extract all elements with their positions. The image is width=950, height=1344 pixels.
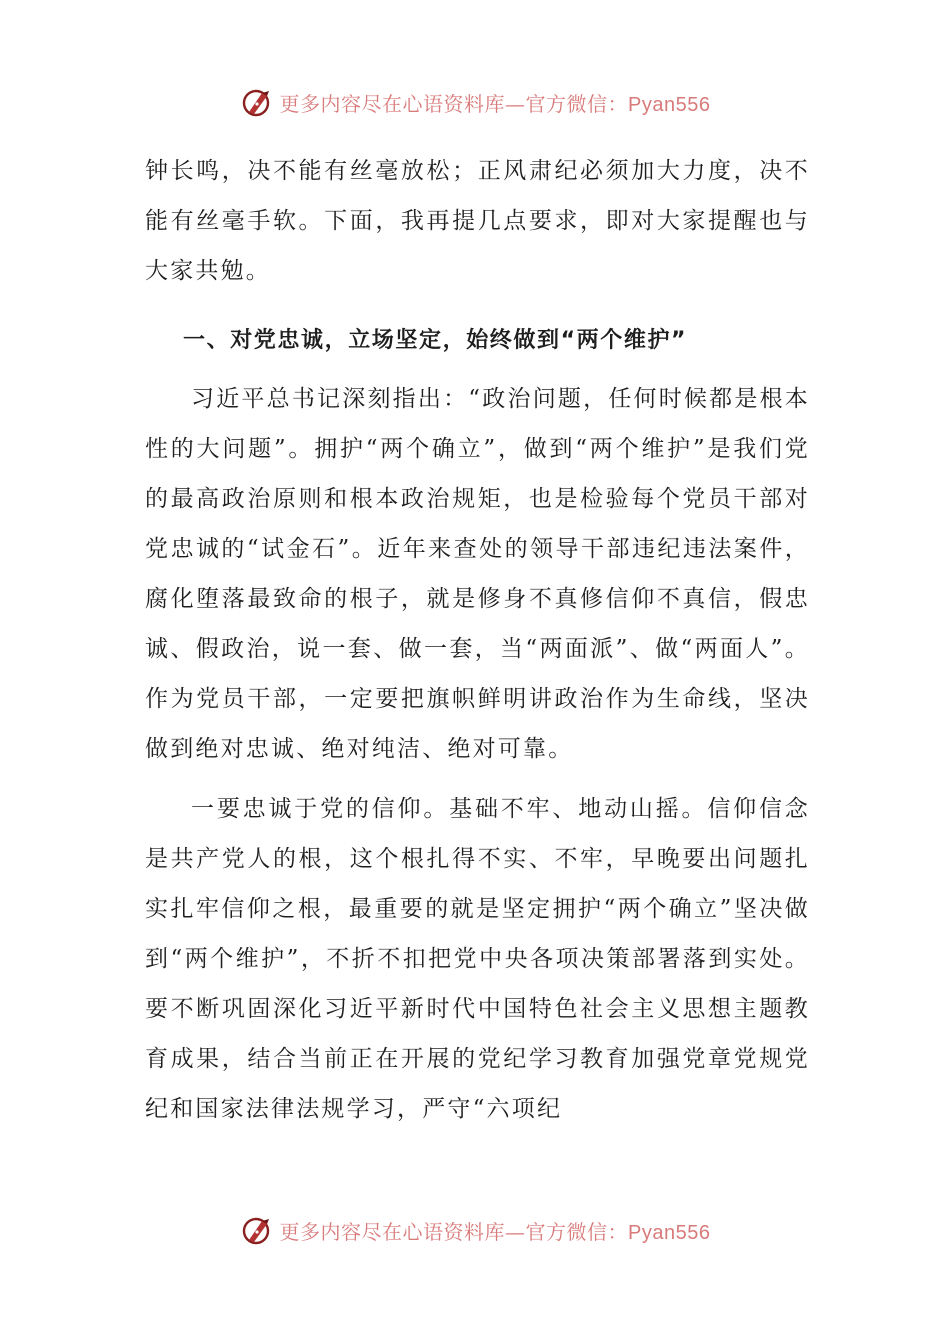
watermark-footer bbox=[0, 1210, 950, 1250]
pen-nib-circle-icon bbox=[240, 85, 274, 119]
body-paragraph-2: 一要忠诚于党的信仰。基础不牢、地动山摇。信仰信念是共产党人的根，这个根扎得不实、不牢，早晚要出问题扎实扎牢信仰之根，最重要的就是坚定拥护“两个确立”坚决做到“两个维护”，不折不扣把党中央各项决策部署落到实处。要不断巩固深化习近平新时代中国特色社会主义思想主题教育成果，结合当前正在开展的党纪学习教育加强党章党规党纪和国家法律法规学习，严守“六项纪 bbox=[145, 796, 810, 1122]
watermark-header bbox=[0, 82, 950, 122]
pen-nib-circle-icon bbox=[240, 1213, 274, 1247]
document-body bbox=[145, 146, 810, 1134]
watermark-text: 更多内容尽在心语资料库—官方微信：Pyan556 bbox=[279, 1219, 711, 1244]
watermark-text: 更多内容尽在心语资料库—官方微信：Pyan556 bbox=[279, 91, 711, 116]
intro-paragraph: 钟长鸣，决不能有丝毫放松；正风肃纪必须加大力度，决不能有丝毫手软。下面，我再提几点要求，即对大家提醒也与大家共勉。 bbox=[145, 158, 810, 284]
body-paragraph-1: 习近平总书记深刻指出：“政治问题，任何时候都是根本性的大问题”。拥护“两个确立”，做到“两个维护”是我们党的最高政治原则和根本政治规矩，也是检验每个党员干部对党忠诚的“试金石”。近年来查处的领导干部违纪违法案件，腐化堕落最致命的根子，就是修身不真修信仰不真信，假忠诚、假政治，说一套、做一套，当“两面派”、做“两面人”。作为党员干部，一定要把旗帜鲜明讲政治作为生命线，坚决做到绝对忠诚、绝对纯洁、绝对可靠。 bbox=[145, 386, 810, 762]
section-heading: 一、对党忠诚，立场坚定，始终做到“两个维护” bbox=[183, 328, 688, 353]
